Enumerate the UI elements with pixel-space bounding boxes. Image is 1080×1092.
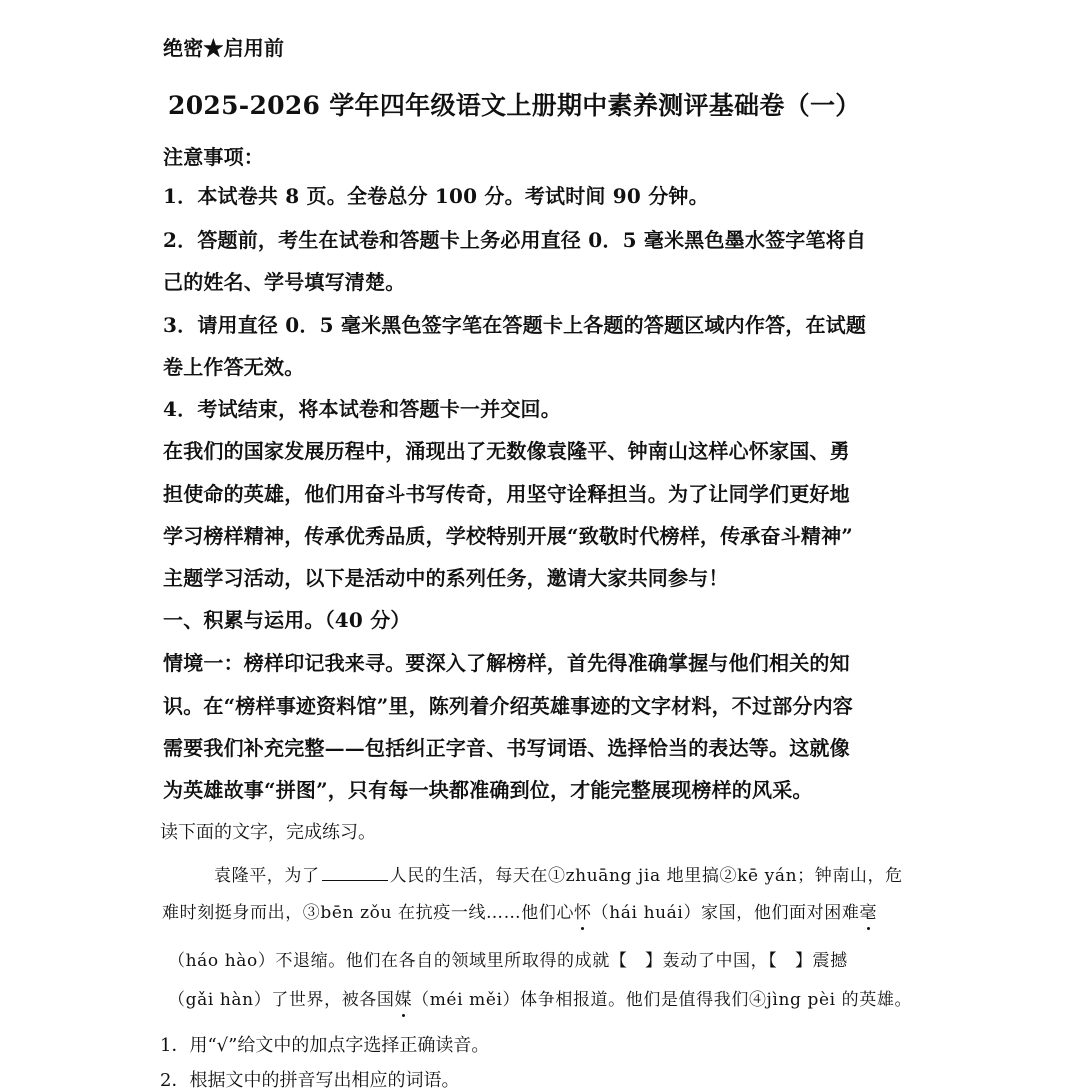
scenario-line: 情境一：榜样印记我来寻。要深入了解榜样，首先得准确掌握与他们相关的知 [163,651,850,675]
answer-blank[interactable] [322,866,388,881]
section-heading: 一、积累与运用。（40 分） [163,608,411,632]
question-1: 1．用“√”给文中的加点字选择正确读音。 [160,1035,490,1056]
passage-text: （háo hào）不退缩。他们在各自的领域里所取得的成就【 】轰动了中国，【 】震撼 [168,951,848,971]
passage-text: （gǎi hàn）了世界，被各国 [168,990,395,1010]
intro-line: 主题学习活动，以下是活动中的系列任务，邀请大家共同参与！ [163,566,729,590]
passage-text: 人民的生活，每天在①zhuāng jia 地里搞②kē yán；钟南山，危 [389,866,903,886]
scenario-line: 识。在“榜样事迹资料馆”里，陈列着介绍英雄事迹的文字材料，不过部分内容 [163,694,854,718]
dotted-char: 毫 [859,903,878,923]
dotted-char: 怀 [574,903,592,923]
passage-line-4 [168,985,912,1010]
intro-line: 担使命的英雄，他们用奋斗书写传奇，用坚守诠释担当。为了让同学们更好地 [163,482,850,506]
dotted-char: 媒 [394,990,413,1010]
note-line: 4．考试结束，将本试卷和答题卡一并交回。 [163,397,561,421]
note-line: 3．请用直径 0．5 毫米黑色签字笔在答题卡上各题的答题区域内作答，在试题 [163,313,867,337]
intro-line: 学习榜样精神，传承优秀品质，学校特别开展“致敬时代榜样，传承奋斗精神” [163,524,854,548]
passage-text: 难时刻挺身而出，③bēn zǒu 在抗疫一线……他们心 [162,903,575,923]
note-line: 2．答题前，考生在试卷和答题卡上务必用直径 0．5 毫米黑色墨水签字笔将自 [163,228,867,252]
scenario-line: 需要我们补充完整——包括纠正字音、书写词语、选择恰当的表达等。这就像 [163,736,850,760]
passage-line-2 [162,898,877,923]
instruction: 读下面的文字，完成练习。 [160,822,376,843]
passage-text: （hái huái）家国，他们面对困难 [591,903,860,923]
intro-line: 在我们的国家发展历程中，涌现出了无数像袁隆平、钟南山这样心怀家国、勇 [163,439,850,463]
question-2: 2．根据文中的拼音写出相应的词语。 [160,1070,460,1091]
notes-heading: 注意事项： [163,145,264,169]
scenario-line: 为英雄故事“拼图”，只有每一块都准确到位，才能完整展现榜样的风采。 [163,778,813,802]
passage-text: （méi měi）体争相报道。他们是值得我们④jìng pèi 的英雄。 [412,990,913,1010]
page-title: 2025-2026 学年四年级语文上册期中素养测评基础卷（一） [168,91,861,120]
note-line: 卷上作答无效。 [163,355,305,379]
note-line: 1．本试卷共 8 页。全卷总分 100 分。考试时间 90 分钟。 [163,184,709,208]
passage-line-3 [168,946,848,971]
passage-text: 袁隆平，为了 [214,866,320,886]
note-line: 己的姓名、学号填写清楚。 [163,270,406,294]
passage-line-1 [214,861,903,886]
confidential-label: 绝密★启用前 [163,36,285,60]
